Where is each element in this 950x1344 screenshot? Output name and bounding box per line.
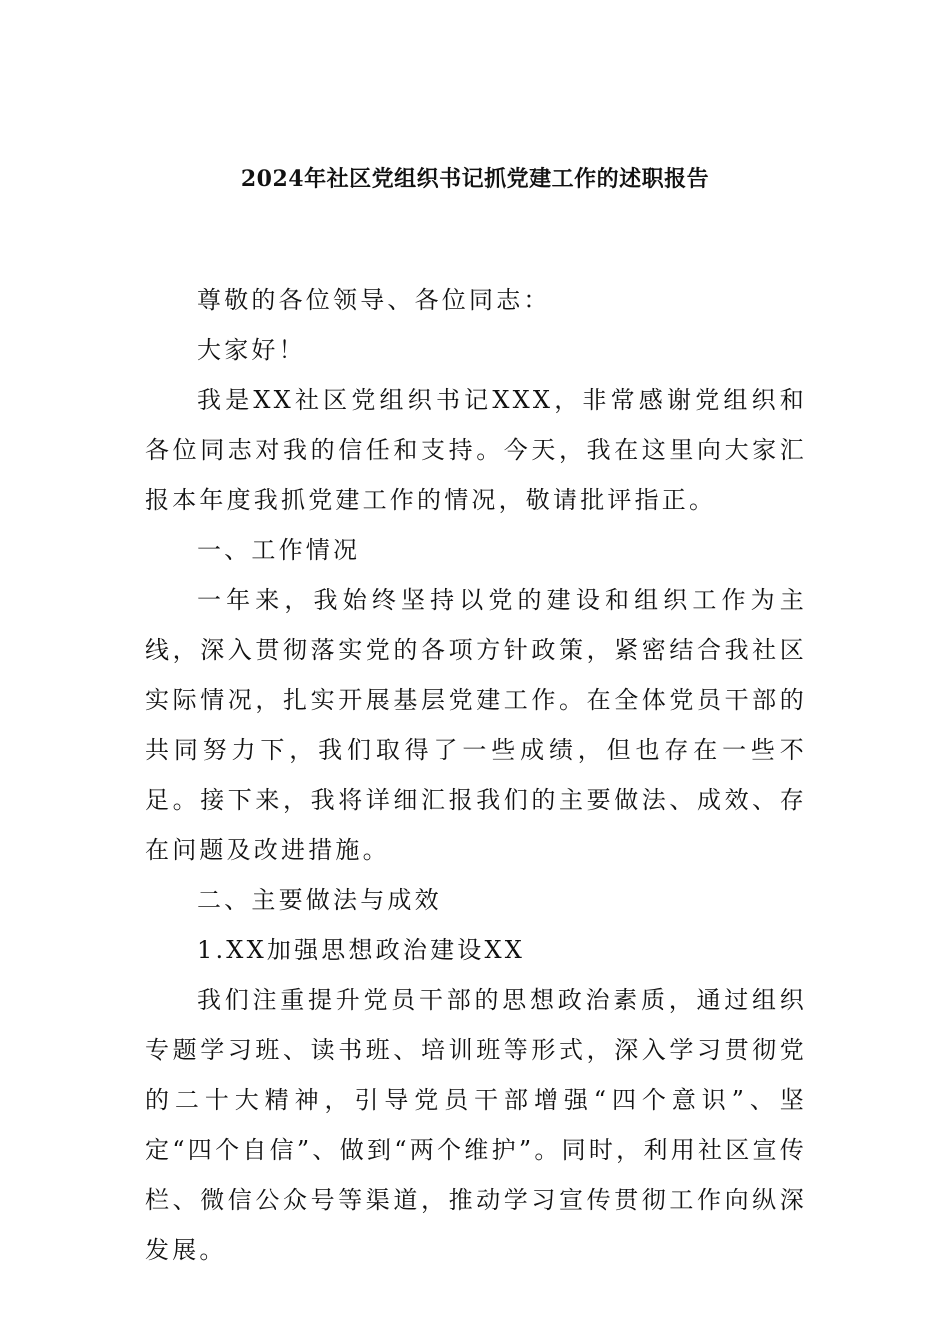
ideology-paragraph: 我们注重提升党员干部的思想政治素质，通过组织专题学习班、读书班、培训班等形式，深入学习贯彻党的二十大精神，引导党员干部增强“四个意识”、坚定“四个自信”、做到“两个维护”。同时，利用社区宣传栏、微信公众号等渠道，推动学习宣传贯彻工作向纵深发展。 [145, 986, 807, 1264]
section-heading-practices: 二、主要做法与成效 [197, 886, 442, 914]
document-body [145, 275, 807, 1275]
work-status-paragraph: 一年来，我始终坚持以党的建设和组织工作为主线，深入贯彻落实党的各项方针政策，紧密结合我社区实际情况，扎实开展基层党建工作。在全体党员干部的共同努力下，我们取得了一些成绩，但也存在一些不足。接下来，我将详细汇报我们的主要做法、成效、存在问题及改进措施。 [145, 586, 807, 864]
document-title: 2024年社区党组织书记抓党建工作的述职报告 [240, 166, 710, 192]
section-heading-work-status: 一、工作情况 [197, 536, 361, 564]
intro-paragraph: 我是XX社区党组织书记XXX，非常感谢党组织和各位同志对我的信任和支持。今天，我在这里向大家汇报本年度我抓党建工作的情况，敬请批评指正。 [145, 386, 807, 514]
salutation: 尊敬的各位领导、各位同志： [197, 286, 551, 314]
subsection-heading-ideology: 1.XX加强思想政治建设XX [197, 936, 526, 964]
greeting: 大家好！ [197, 336, 306, 364]
